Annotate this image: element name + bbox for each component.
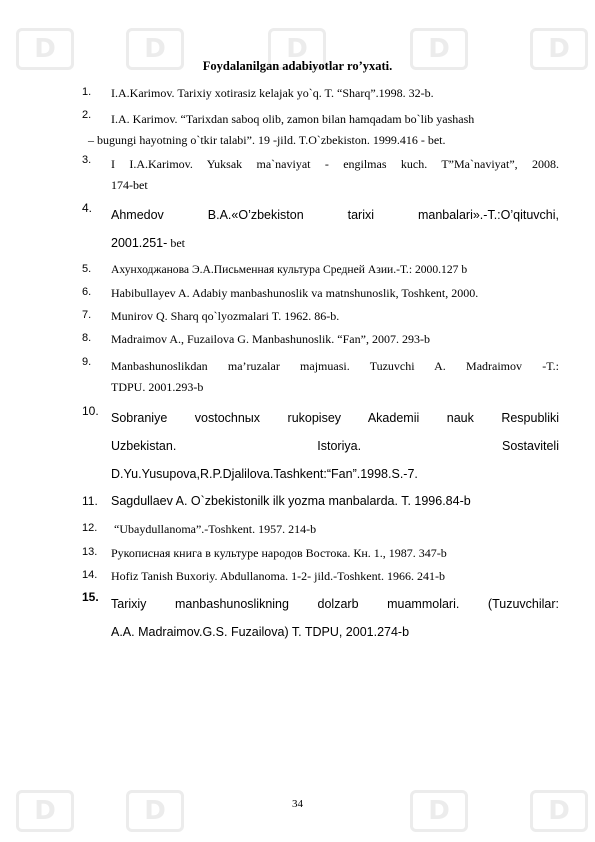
reference-text: 174-bet bbox=[111, 178, 148, 192]
reference-item bbox=[82, 154, 559, 196]
reference-item bbox=[82, 356, 559, 398]
watermark-logo: D bbox=[530, 790, 588, 832]
reference-item bbox=[82, 494, 559, 508]
watermark-logo: D bbox=[268, 28, 326, 70]
reference-number: 10. bbox=[82, 404, 99, 418]
watermark-logo: D bbox=[126, 790, 184, 832]
reference-text: I.A.Karimov. Tarixiy xotirasiz kelajak yo`q. T. “Sharq”.1998. 32-b. bbox=[111, 86, 434, 100]
reference-text: – bugungi hayotning o`tkir talabi”. 19 -jild. T.O`zbekiston. 1999.416 - bet. bbox=[88, 133, 446, 147]
reference-text: I I.A.Karimov. Yuksak ma`naviyat - engilmas kuch. T”Ma`naviyat”, 2008. bbox=[111, 157, 559, 171]
reference-item bbox=[82, 332, 559, 347]
page-title: Foydalanilgan adabiyotlar ro’yxati. bbox=[202, 59, 393, 73]
reference-number: 12. bbox=[82, 522, 98, 534]
reference-text: Habibullayev A. Adabiy manbashunoslik va matnshunoslik, Toshkent, 2000. bbox=[111, 286, 479, 300]
reference-number: 8. bbox=[82, 332, 92, 344]
reference-text: Tarixiy manbashunoslikning dolzarb muammolari. (Tuzuvchilar: bbox=[111, 597, 559, 611]
reference-text: Ахунходжанова Э.А.Письменная культура Средней Азии.-Т.: 2000.127 b bbox=[111, 263, 468, 276]
reference-text: Hofiz Tanish Buxoriy. Abdullanoma. 1-2- jild.-Toshkent. 1966. 241-b bbox=[111, 569, 445, 583]
watermark-logo: D bbox=[530, 28, 588, 70]
watermark-logo: D bbox=[410, 28, 468, 70]
reference-item bbox=[82, 309, 559, 324]
reference-text: I.A. Karimov. “Tarixdan saboq olib, zamon bilan hamqadam bo`lib yashash bbox=[111, 112, 475, 126]
reference-item bbox=[82, 286, 559, 301]
reference-text: bet bbox=[167, 236, 185, 250]
reference-number: 3. bbox=[82, 154, 92, 166]
reference-item bbox=[82, 590, 559, 646]
reference-item bbox=[82, 201, 559, 257]
reference-number: 4. bbox=[82, 201, 93, 215]
reference-item bbox=[82, 109, 559, 151]
reference-text: Ahmedov B.A.«O’zbekiston tarixi manbalari».-T.:O’qituvchi, bbox=[111, 208, 559, 222]
reference-number: 15. bbox=[82, 590, 99, 604]
reference-text: D.Yu.Yusupova,R.P.Djalilova.Tashkent:“Fan”.1998.S.-7. bbox=[111, 467, 418, 481]
page-number: 34 bbox=[292, 798, 303, 810]
reference-number: 13. bbox=[82, 546, 98, 558]
reference-text: “Ubaydullanoma”.-Toshkent. 1957. 214-b bbox=[111, 522, 317, 536]
watermark-logo: D bbox=[410, 790, 468, 832]
reference-number: 14. bbox=[82, 569, 98, 581]
reference-text: Sobraniye vostochnых rukopisey Akademii nauk Respubliki bbox=[111, 411, 559, 425]
watermark-logo: D bbox=[126, 28, 184, 70]
reference-number: 5. bbox=[82, 263, 92, 275]
reference-text: Sagdullaev A. O`zbekistonilk ilk yozma manbalarda. T. 1996.84-b bbox=[111, 494, 471, 508]
reference-number: 6. bbox=[82, 286, 92, 298]
reference-number: 7. bbox=[82, 309, 92, 321]
reference-item bbox=[82, 404, 559, 488]
watermark-logo: D bbox=[16, 28, 74, 70]
reference-text: Manbashunoslikdan ma’ruzalar majmuasi. Tuzuvchi A. Madraimov -T.: bbox=[111, 359, 559, 373]
reference-item bbox=[82, 263, 559, 276]
reference-item bbox=[82, 546, 559, 561]
reference-text: TDPU. 2001.293-b bbox=[111, 380, 204, 394]
reference-number: 1. bbox=[82, 86, 92, 98]
reference-text: Uzbekistan. Istoriya. Sostaviteli bbox=[111, 439, 559, 453]
reference-number: 11. bbox=[82, 494, 98, 508]
reference-text: Madraimov A., Fuzailova G. Manbashunoslik. “Fan”, 2007. 293-b bbox=[111, 332, 430, 346]
reference-item bbox=[82, 522, 559, 537]
reference-text: Рукописная книга в культуре народов Востока. Кн. 1., 1987. 347-b bbox=[111, 546, 447, 560]
watermark-logo: D bbox=[16, 790, 74, 832]
reference-text: Munirov Q. Sharq qo`lyozmalari T. 1962. 86-b. bbox=[111, 309, 340, 323]
reference-text: A.A. Madraimov.G.S. Fuzailova) T. TDPU, 2001.274-b bbox=[111, 625, 410, 639]
reference-number: 2. bbox=[82, 109, 92, 121]
reference-number: 9. bbox=[82, 356, 92, 368]
reference-item bbox=[82, 569, 559, 584]
reference-item bbox=[82, 86, 559, 101]
reference-text: 2001.251- bbox=[111, 236, 168, 250]
